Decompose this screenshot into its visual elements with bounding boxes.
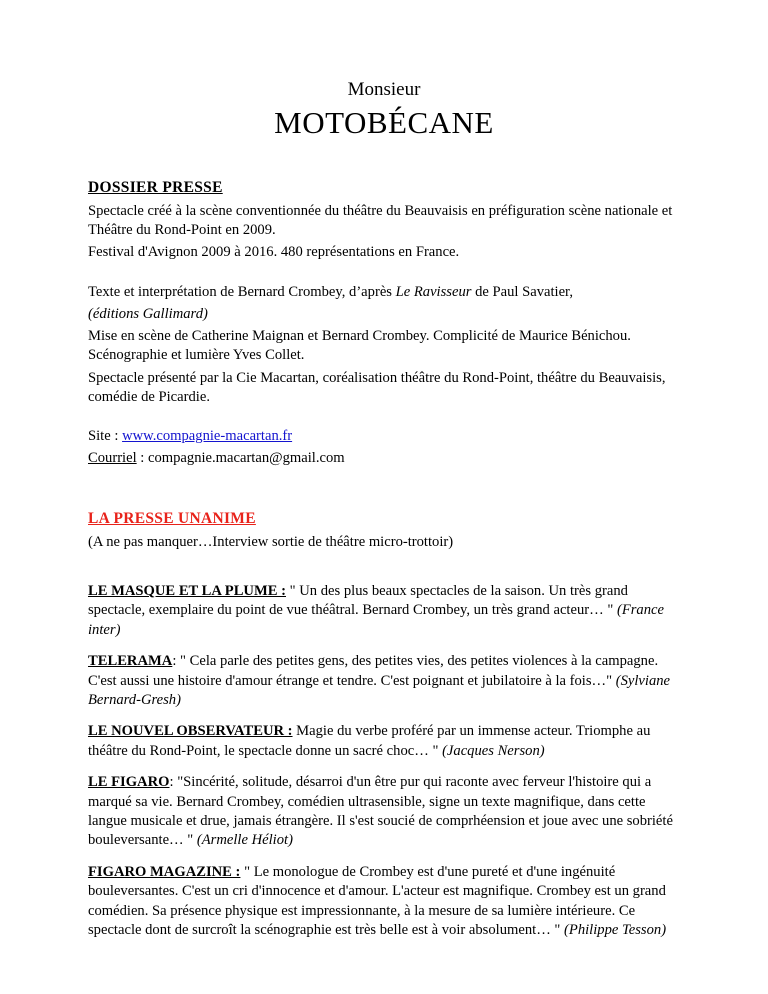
website-link[interactable]: www.compagnie-macartan.fr (122, 428, 293, 445)
quote-attribution: (Philippe Tesson) (564, 922, 667, 939)
spacer (88, 472, 680, 510)
quote-source: LE NOUVEL OBSERVATEUR : (88, 723, 293, 740)
press-quote-item (88, 773, 680, 851)
quote-body: : "Sincérité, solitude, désarroi d'un être pur qui raconte avec ferveur l'histoire qui a marqué sa vie. Bernard Crombey, comédien ultrasensible, signe un texte magnifique, dans cette langue musicale et drue, jamais étrangère. Il s'est soucié de comprhéension et joue avec une sobriété bouleversante… " (88, 774, 673, 849)
section-heading-press: LA PRESSE UNANIME (88, 509, 256, 527)
press-quote-item (88, 863, 680, 941)
credits-line-1 (88, 283, 680, 302)
quote-body: Magie du verbe proféré par un immense acteur. Triomphe au théâtre du Rond-Point, le spectacle donne un sacré choc… " (88, 723, 651, 759)
quote-attribution: (Armelle Héliot) (196, 832, 293, 849)
dossier-paragraph (88, 202, 680, 241)
page-title-line1: Monsieur (347, 79, 421, 100)
site-label: Site : (88, 428, 123, 445)
quote-body: " Le monologue de Crombey est d'une pureté et d'une ingénuité bouleversantes. C'est un cri d'innocence et d'amour. L'acteur est magnifique. Crombey est un grand comédien. Sa présence physique est impressionnante, à la mesure de sa lumière intérieure. Ce spectacle dont de surcroît la scénographie est très belle est à voir absolument… " (88, 863, 666, 939)
quote-source: TELERAMA (88, 653, 173, 670)
quote-attribution: (France inter) (88, 602, 664, 638)
credits-post: de Paul Savatier, (471, 283, 573, 300)
press-quote-item (88, 652, 680, 710)
spacer (88, 410, 680, 427)
quote-attribution: (Jacques Nerson) (442, 742, 545, 759)
email-value: : compagnie.macartan@gmail.com (136, 450, 345, 467)
quote-text-4 (88, 863, 680, 941)
credits-editions: (éditions Gallimard) (88, 305, 208, 322)
spacer (88, 266, 680, 283)
press-subtitle: (A ne pas manquer…Interview sortie de théâtre micro-trottoir) (88, 533, 454, 550)
dossier-line1: Spectacle créé à la scène conventionnée du théâtre du Beauvaisis en préfiguration scène (88, 202, 601, 219)
credits-staging-line1: Mise en scène de Catherine Maignan et Bernard Crombey. Complicité de Maurice (88, 328, 568, 345)
credits-production (88, 369, 680, 408)
press-quote-item (88, 722, 680, 761)
quote-text-1 (88, 652, 680, 710)
spacer (88, 552, 680, 582)
dossier-line2: nationale et Théâtre du Rond-Point en 2009. (88, 202, 673, 239)
quote-source: LE MASQUE ET LA PLUME : (88, 582, 286, 599)
section-heading-dossier: DOSSIER PRESSE (88, 178, 223, 196)
quote-attribution: (Sylviane Bernard-Gresh) (88, 672, 671, 708)
credits-production-line2: Beauvaisis, comédie de Picardie. (88, 369, 666, 405)
quote-text-2 (88, 722, 680, 761)
credits-staging (88, 327, 680, 366)
contact-site (88, 427, 680, 446)
quote-body: " Un des plus beaux spectacles de la saison. Un très grand spectacle, exemplaire du point de vue théâtral. Bernard Crombey, un très grand acteur… " (88, 582, 628, 619)
credits-production-line1: Spectacle présenté par la Cie Macartan, coréalisation théâtre du Rond-Point, théâtre du (88, 369, 595, 386)
credits-work-title: Le Ravisseur (395, 283, 472, 300)
page-title-line2: MOTOBÉCANE (274, 104, 494, 140)
credits-staging-line2: Bénichou. Scénographie et lumière Yves Collet. (88, 328, 631, 364)
quote-source: FIGARO MAGAZINE : (88, 863, 241, 880)
quote-text-0 (88, 582, 680, 640)
quote-body: : " Cela parle des petites gens, des petites vies, des petites violences à la campagne. C'est aussi une histoire d'amour étrange et tendre. C'est poignant et jubilatoire à la fois…" (88, 653, 659, 689)
credits-pre: Texte et interprétation de Bernard Crombey, d’après (88, 283, 396, 300)
quote-source: LE FIGARO (88, 774, 170, 791)
dossier-festival-line: Festival d'Avignon 2009 à 2016. 480 représentations en France. (88, 244, 460, 261)
email-label: Courriel (88, 450, 137, 467)
quote-text-3 (88, 773, 680, 851)
contact-email (88, 449, 680, 468)
press-quote-item (88, 582, 680, 640)
